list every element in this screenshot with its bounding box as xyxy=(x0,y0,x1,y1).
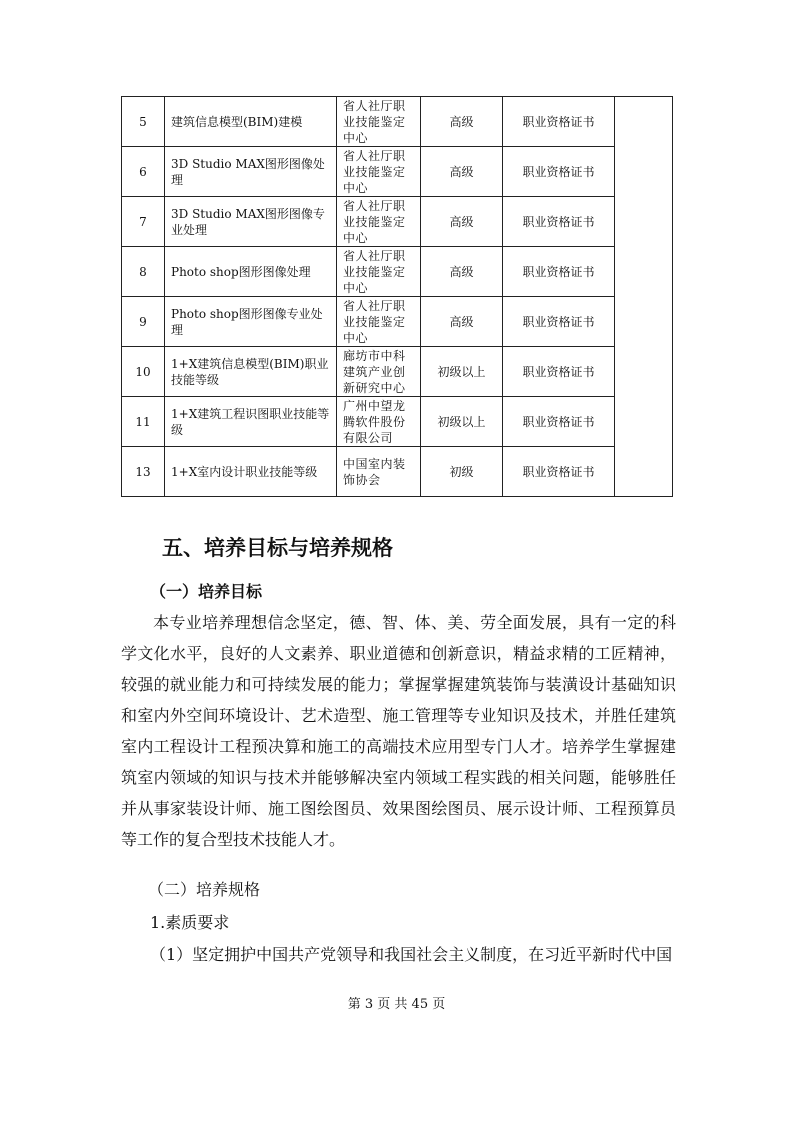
cell-issuing-org: 省人社厅职业技能鉴定中心 xyxy=(337,247,421,297)
cell-cert-type: 职业资格证书 xyxy=(503,447,615,497)
section-title: 五、培养目标与培养规格 xyxy=(162,536,393,560)
quality-requirements-heading: 1.素质要求 xyxy=(150,913,230,932)
cell-cert-name: 3D Studio MAX图形图像专业处理 xyxy=(165,197,337,247)
cell-level: 初级 xyxy=(421,447,503,497)
cell-number: 6 xyxy=(122,147,165,197)
table-row xyxy=(122,347,673,397)
cell-level: 初级以上 xyxy=(421,397,503,447)
cell-cert-type: 职业资格证书 xyxy=(503,147,615,197)
certificate-table xyxy=(121,96,673,497)
table-row xyxy=(122,197,673,247)
cell-number: 9 xyxy=(122,297,165,347)
cell-level: 高级 xyxy=(421,197,503,247)
quality-requirement-item: （1）坚定拥护中国共产党领导和我国社会主义制度，在习近平新时代中国 xyxy=(150,945,673,964)
cell-cert-name: 3D Studio MAX图形图像处理 xyxy=(165,147,337,197)
table-row xyxy=(122,397,673,447)
table-row xyxy=(122,297,673,347)
cell-cert-name: Photo shop图形图像专业处理 xyxy=(165,297,337,347)
cell-number: 7 xyxy=(122,197,165,247)
cell-cert-name: 1+X建筑信息模型(BIM)职业技能等级 xyxy=(165,347,337,397)
cell-cert-type: 职业资格证书 xyxy=(503,397,615,447)
cell-cert-type: 职业资格证书 xyxy=(503,247,615,297)
cell-level: 高级 xyxy=(421,297,503,347)
cell-cert-name: 1+X建筑工程识图职业技能等级 xyxy=(165,397,337,447)
subsection-title-goals: （一）培养目标 xyxy=(150,582,263,601)
table-row xyxy=(122,147,673,197)
cell-issuing-org: 省人社厅职业技能鉴定中心 xyxy=(337,297,421,347)
cell-cert-name: Photo shop图形图像处理 xyxy=(165,247,337,297)
table-row xyxy=(122,97,673,147)
cell-level: 高级 xyxy=(421,97,503,147)
cell-level: 高级 xyxy=(421,147,503,197)
cell-number: 10 xyxy=(122,347,165,397)
cell-issuing-org: 广州中望龙腾软件股份有限公司 xyxy=(337,397,421,447)
cell-remarks xyxy=(615,97,673,497)
goals-paragraph: 本专业培养理想信念坚定，德、智、体、美、劳全面发展，具有一定的科学文化水平，良好的人文素养、职业道德和创新意识，精益求精的工匠精神，较强的就业能力和可持续发展的能力；掌握掌握建筑装饰与装潢设计基础知识和室内外空间环境设计、艺术造型、施工管理等专业知识及技术，并胜任建筑室内工程设计工程预决算和施工的高端技术应用型专门人才。培养学生掌握建筑室内领域的知识与技术并能够解决室内领域工程实践的相关问题，能够胜任并从事家装设计师、施工图绘图员、效果图绘图员、展示设计师、工程预算员等工作的复合型技术技能人才。 xyxy=(121,613,676,849)
cell-issuing-org: 省人社厅职业技能鉴定中心 xyxy=(337,197,421,247)
cell-cert-type: 职业资格证书 xyxy=(503,347,615,397)
cell-number: 8 xyxy=(122,247,165,297)
table-row xyxy=(122,247,673,297)
certificate-table-body xyxy=(122,97,673,497)
cell-issuing-org: 省人社厅职业技能鉴定中心 xyxy=(337,97,421,147)
cell-issuing-org: 省人社厅职业技能鉴定中心 xyxy=(337,147,421,197)
cell-level: 高级 xyxy=(421,247,503,297)
cell-issuing-org: 廊坊市中科建筑产业创新研究中心 xyxy=(337,347,421,397)
cell-level: 初级以上 xyxy=(421,347,503,397)
cell-cert-name: 1+X室内设计职业技能等级 xyxy=(165,447,337,497)
cell-number: 13 xyxy=(122,447,165,497)
subsection-title-specs: （二）培养规格 xyxy=(148,880,261,899)
page-footer: 第 3 页 共 45 页 xyxy=(347,997,446,1012)
cell-cert-type: 职业资格证书 xyxy=(503,297,615,347)
cell-number: 11 xyxy=(122,397,165,447)
cell-cert-name: 建筑信息模型(BIM)建模 xyxy=(165,97,337,147)
cell-cert-type: 职业资格证书 xyxy=(503,197,615,247)
table-row xyxy=(122,447,673,497)
cell-cert-type: 职业资格证书 xyxy=(503,97,615,147)
cell-issuing-org: 中国室内装饰协会 xyxy=(337,447,421,497)
cell-number: 5 xyxy=(122,97,165,147)
